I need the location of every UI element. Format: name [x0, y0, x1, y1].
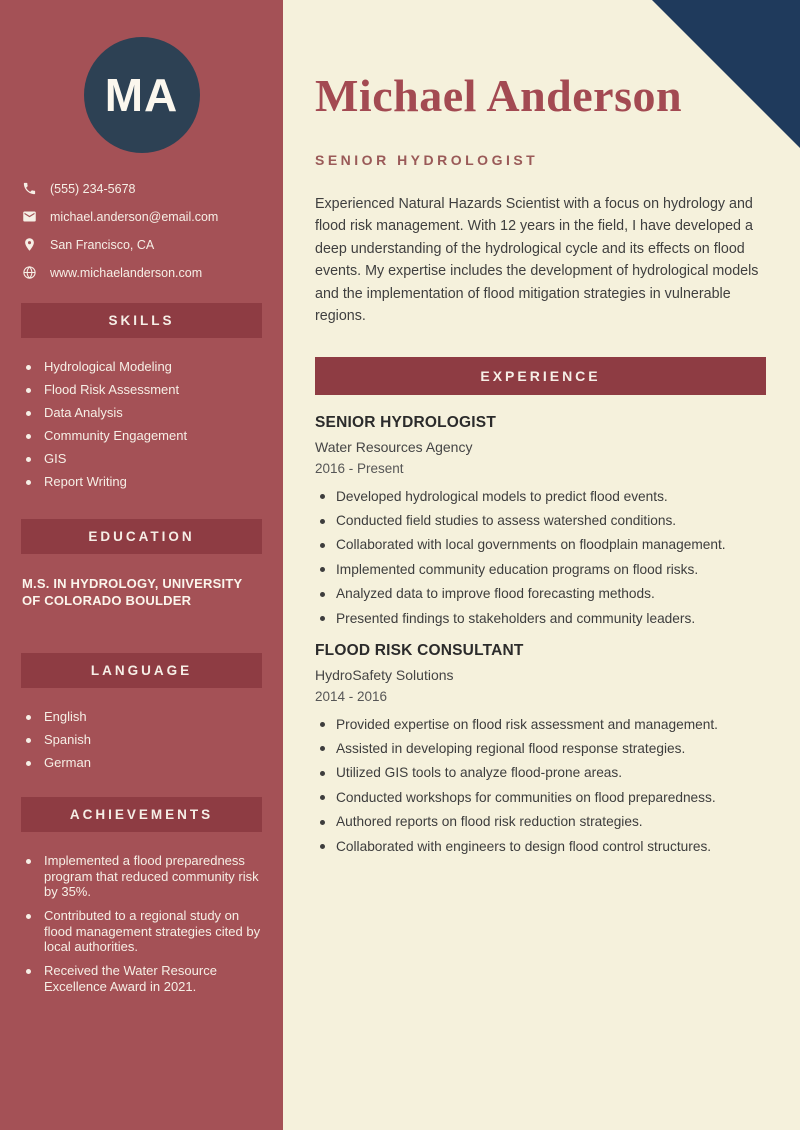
achievement-item: Contributed to a regional study on flood management strategies cited by local authorities. [24, 908, 265, 955]
skill-item: Community Engagement [24, 428, 265, 444]
job-entry [315, 414, 766, 627]
email-text: michael.anderson@email.com [50, 209, 219, 224]
phone-icon [22, 181, 37, 196]
job-bullet: Authored reports on flood risk reduction strategies. [319, 814, 766, 830]
job-bullet-list [315, 489, 766, 627]
contact-website [22, 265, 263, 280]
avatar-initials: MA [104, 69, 179, 121]
job-bullet: Collaborated with engineers to design flood control structures. [319, 839, 766, 855]
experience-title: EXPERIENCE [480, 367, 601, 384]
skill-item: Flood Risk Assessment [24, 382, 265, 398]
job-role: FLOOD RISK CONSULTANT [315, 641, 524, 659]
achievements-title: ACHIEVEMENTS [69, 807, 214, 822]
job-bullet-list [315, 717, 766, 855]
education-section-header [21, 519, 262, 554]
achievement-item: Implemented a flood preparedness program that reduced community risk by 35%. [24, 853, 265, 900]
person-headline: SENIOR HYDROLOGIST [315, 151, 539, 168]
job-company: Water Resources Agency [315, 438, 473, 455]
language-item: Spanish [24, 732, 265, 748]
job-bullet: Conducted workshops for communities on flood preparedness. [319, 790, 766, 806]
phone-text: (555) 234-5678 [50, 181, 136, 196]
job-bullet: Provided expertise on flood risk assessment and management. [319, 717, 766, 733]
job-dates: 2014 - 2016 [315, 688, 388, 704]
job-bullet: Presented findings to stakeholders and community leaders. [319, 611, 766, 627]
language-item: German [24, 755, 265, 771]
skills-title: SKILLS [108, 313, 175, 328]
language-title: LANGUAGE [90, 662, 193, 678]
achievement-item: Received the Water Resource Excellence Award in 2021. [24, 963, 265, 994]
job-entry [315, 642, 766, 855]
skill-item: Data Analysis [24, 405, 265, 421]
language-item: English [24, 709, 265, 725]
globe-icon [22, 265, 37, 280]
job-bullet: Analyzed data to improve flood forecasting methods. [319, 586, 766, 602]
job-dates: 2016 - Present [315, 460, 404, 476]
contact-email [22, 209, 263, 224]
job-bullet: Assisted in developing regional flood response strategies. [319, 741, 766, 757]
language-section-header [21, 653, 262, 688]
job-bullet: Developed hydrological models to predict flood events. [319, 489, 766, 505]
achievements-list [0, 853, 283, 994]
location-pin-icon [22, 237, 37, 252]
job-bullet: Collaborated with local governments on floodplain management. [319, 537, 766, 553]
job-role: SENIOR HYDROLOGIST [315, 413, 497, 431]
skill-item: Report Writing [24, 474, 265, 490]
corner-triangle-decoration [652, 0, 800, 148]
summary-paragraph: Experienced Natural Hazards Scientist with a focus on hydrology and flood risk management. With 12 years in the field, I have developed a deep understanding of the hydrological cycle and its effects on flood events. My expertise includes the development of hydrological models and the implementation of flood mitigation strategies in vulnerable regions. [315, 195, 759, 325]
job-bullet: Conducted field studies to assess watershed conditions. [319, 513, 766, 529]
skills-list [0, 359, 283, 490]
sidebar [0, 0, 283, 1130]
contact-location [22, 237, 263, 252]
location-text: San Francisco, CA [50, 237, 155, 252]
avatar [84, 37, 200, 153]
skills-section-header [21, 303, 262, 338]
skill-item: Hydrological Modeling [24, 359, 265, 375]
skill-item: GIS [24, 451, 265, 467]
main-content [283, 0, 800, 1130]
job-bullet: Implemented community education programs on flood risks. [319, 562, 766, 578]
contact-info [0, 181, 283, 280]
person-name: Michael Anderson [315, 69, 683, 121]
education-degree: M.S. IN HYDROLOGY, UNIVERSITY OF COLORADO BOULDER [22, 575, 243, 608]
experience-section-header [315, 357, 766, 395]
job-bullet: Utilized GIS tools to analyze flood-prone areas. [319, 765, 766, 781]
contact-phone [22, 181, 263, 196]
education-title: EDUCATION [88, 528, 195, 544]
website-text: www.michaelanderson.com [50, 265, 203, 280]
achievements-section-header [21, 797, 262, 832]
language-list [0, 709, 283, 771]
job-company: HydroSafety Solutions [315, 666, 454, 683]
email-icon [22, 209, 37, 224]
